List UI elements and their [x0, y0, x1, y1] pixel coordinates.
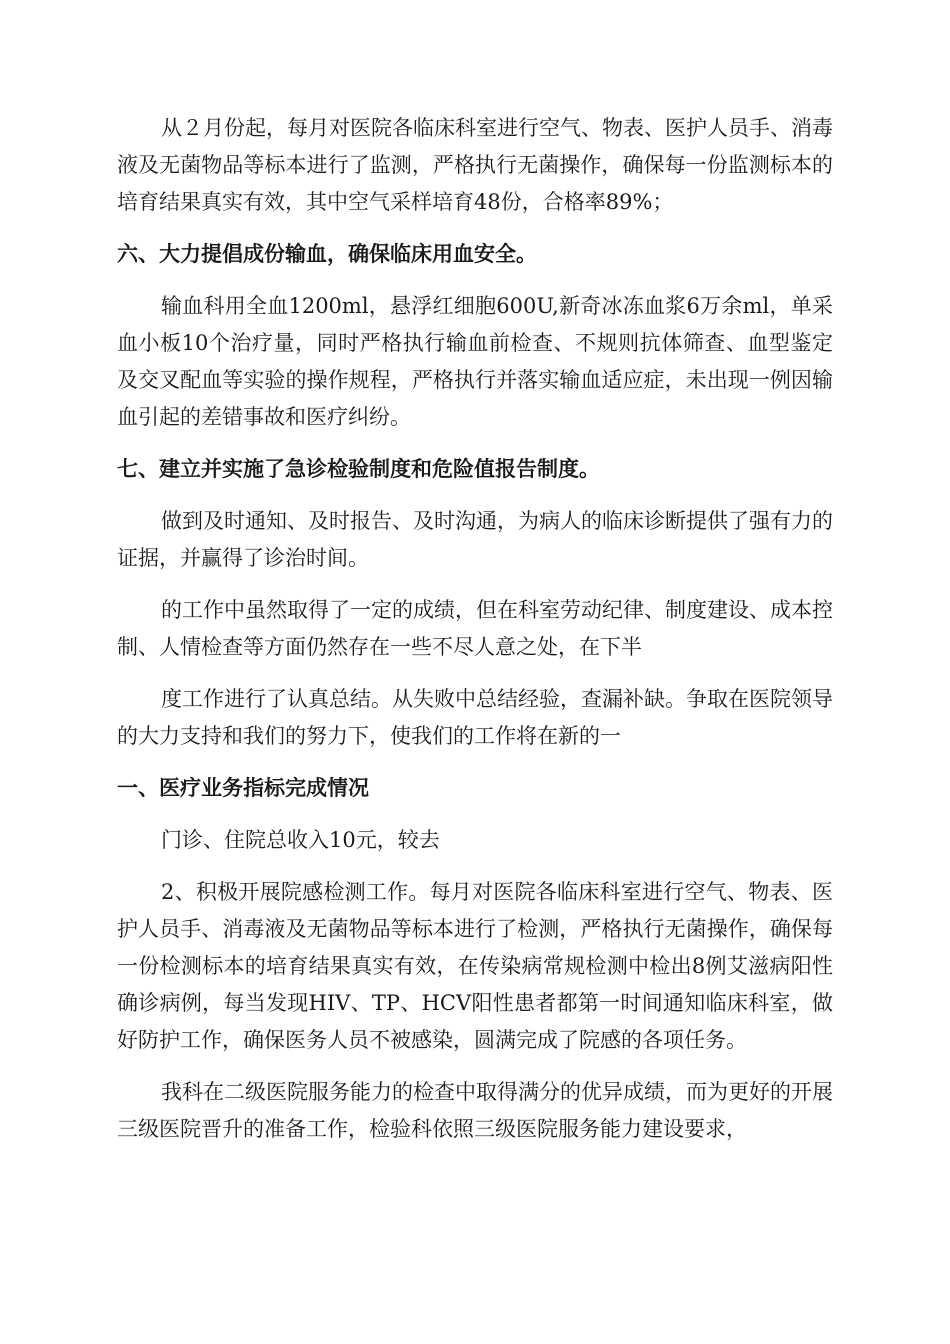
paragraph-shortcomings: 的工作中虽然取得了一定的成绩，但在科室劳动纪律、制度建设、成本控制、人情检查等方面仍然存在一些不尽人意之处，在下半 — [117, 598, 833, 659]
section-heading-1: 一、医疗业务指标完成情况 — [117, 776, 369, 800]
paragraph-service-capacity: 我科在二级医院服务能力的检查中取得满分的优异成绩，而为更好的开展三级医院晋升的准备工作，检验科依照三级医院服务能力建设要求， — [117, 1080, 833, 1141]
paragraph-revenue: 门诊、住院总收入10元，较去 — [161, 828, 440, 852]
paragraph-notification: 做到及时通知、及时报告、及时沟通，为病人的临床诊断提供了强有力的证据，并赢得了诊治时间。 — [117, 509, 833, 570]
section-heading-7: 七、建立并实施了急诊检验制度和危险值报告制度。 — [117, 457, 600, 481]
paragraph-infection-control: 2、积极开展院感检测工作。每月对医院各临床科室进行空气、物表、医护人员手、消毒液及无菌物品等标本进行了检测，严格执行无菌操作，确保每一份检测标本的培育结果真实有效，在传染病常规检测中检出8例艾滋病阳性确诊病例，每当发现HIV、TP、HCV阳性患者都第一时间通知临床科室，做好防护工作，确保医务人员不被感染，圆满完成了院感的各项任务。 — [117, 880, 833, 1052]
document-body — [117, 110, 833, 1163]
section-heading-6: 六、大力提倡成份输血，确保临床用血安全。 — [117, 242, 537, 266]
paragraph-summary: 度工作进行了认真总结。从失败中总结经验，查漏补缺。争取在医院领导的大力支持和我们的努力下，使我们的工作将在新的一 — [117, 687, 833, 748]
paragraph-monitoring: 从２月份起，每月对医院各临床科室进行空气、物表、医护人员手、消毒液及无菌物品等标本进行了监测，严格执行无菌操作，确保每一份监测标本的培育结果真实有效，其中空气采样培育48份，合格率89%； — [117, 116, 833, 214]
paragraph-transfusion: 输血科用全血1200ml，悬浮红细胞600U,新奇冰冻血浆6万余ml，单采血小板10个治疗量，同时严格执行输血前检查、不规则抗体筛查、血型鉴定及交叉配血等实验的操作规程，严格执行并落实输血适应症，未出现一例因输血引起的差错事故和医疗纠纷。 — [117, 294, 833, 429]
